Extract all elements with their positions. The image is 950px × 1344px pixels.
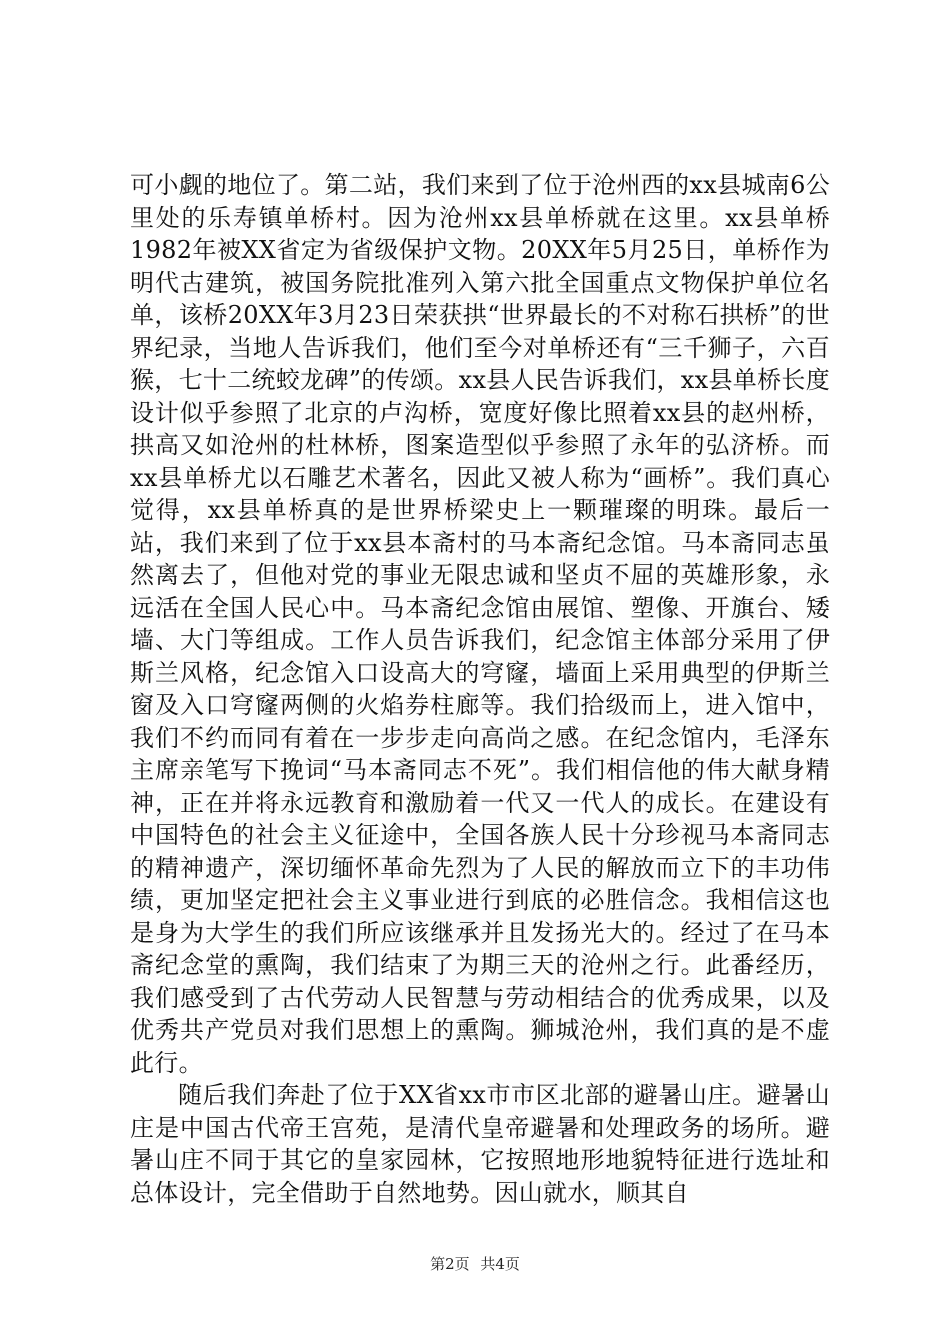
page-footer: [0, 1253, 950, 1274]
paragraph-1: 可小觑的地位了。第二站，我们来到了位于沧州西的xx县城南6公里处的乐寿镇单桥村。因为沧州xx县单桥就在这里。xx县单桥1982年被XX省定为省级保护文物。20XX年5月25日，单桥作为明代古建筑，被国务院批准列入第六批全国重点文物保护单位名单，该桥20XX年3月23日荣获拱“世界最长的不对称石拱桥”的世界纪录，当地人告诉我们，他们至今对单桥还有“三千狮子，六百猴，七十二统蛟龙碑”的传颂。xx县人民告诉我们，xx县单桥长度设计似乎参照了北京的卢沟桥，宽度好像比照着xx县的赵州桥，拱高又如沧州的杜林桥，图案造型似乎参照了永年的弘济桥。而xx县单桥尤以石雕艺术著名，因此又被人称为“画桥”。我们真心觉得，xx县单桥真的是世界桥梁史上一颗璀璨的明珠。最后一站，我们来到了位于xx县本斋村的马本斋纪念馆。马本斋同志虽然离去了，但他对党的事业无限忠诚和坚贞不屈的英雄形象，永远活在全国人民心中。马本斋纪念馆由展馆、塑像、开旗台、矮墙、大门等组成。工作人员告诉我们，纪念馆主体部分采用了伊斯兰风格，纪念馆入口设高大的穹窿，墙面上采用典型的伊斯兰窗及入口穹窿两侧的火焰券柱廊等。我们拾级而上，进入馆中，我们不约而同有着在一步步走向高尚之感。在纪念馆内，毛泽东主席亲笔写下挽词“马本斋同志不死”。我们相信他的伟大献身精神，正在并将永远教育和激励着一代又一代人的成长。在建设有中国特色的社会主义征途中，全国各族人民十分珍视马本斋同志的精神遗产，深切缅怀革命先烈为了人民的解放而立下的丰功伟绩，更加坚定把社会主义事业进行到底的必胜信念。我相信这也是身为大学生的我们所应该继承并且发扬光大的。经过了在马本斋纪念堂的熏陶，我们结束了为期三天的沧州之行。此番经历，我们感受到了古代劳动人民智慧与劳动相结合的优秀成果，以及优秀共产党员对我们思想上的熏陶。狮城沧州，我们真的是不虚此行。: [130, 171, 830, 1077]
page-number: 第2页: [430, 1255, 470, 1273]
paragraph-2: 随后我们奔赴了位于XX省xx市市区北部的避暑山庄。避暑山庄是中国古代帝王宫苑，是清代皇帝避暑和处理政务的场所。避暑山庄不同于其它的皇家园林，它按照地形地貌特征进行选址和总体设计，完全借助于自然地势。因山就水，顺其自: [130, 1081, 830, 1207]
document-body: [130, 169, 830, 1209]
page-total: 共4页: [480, 1255, 520, 1273]
